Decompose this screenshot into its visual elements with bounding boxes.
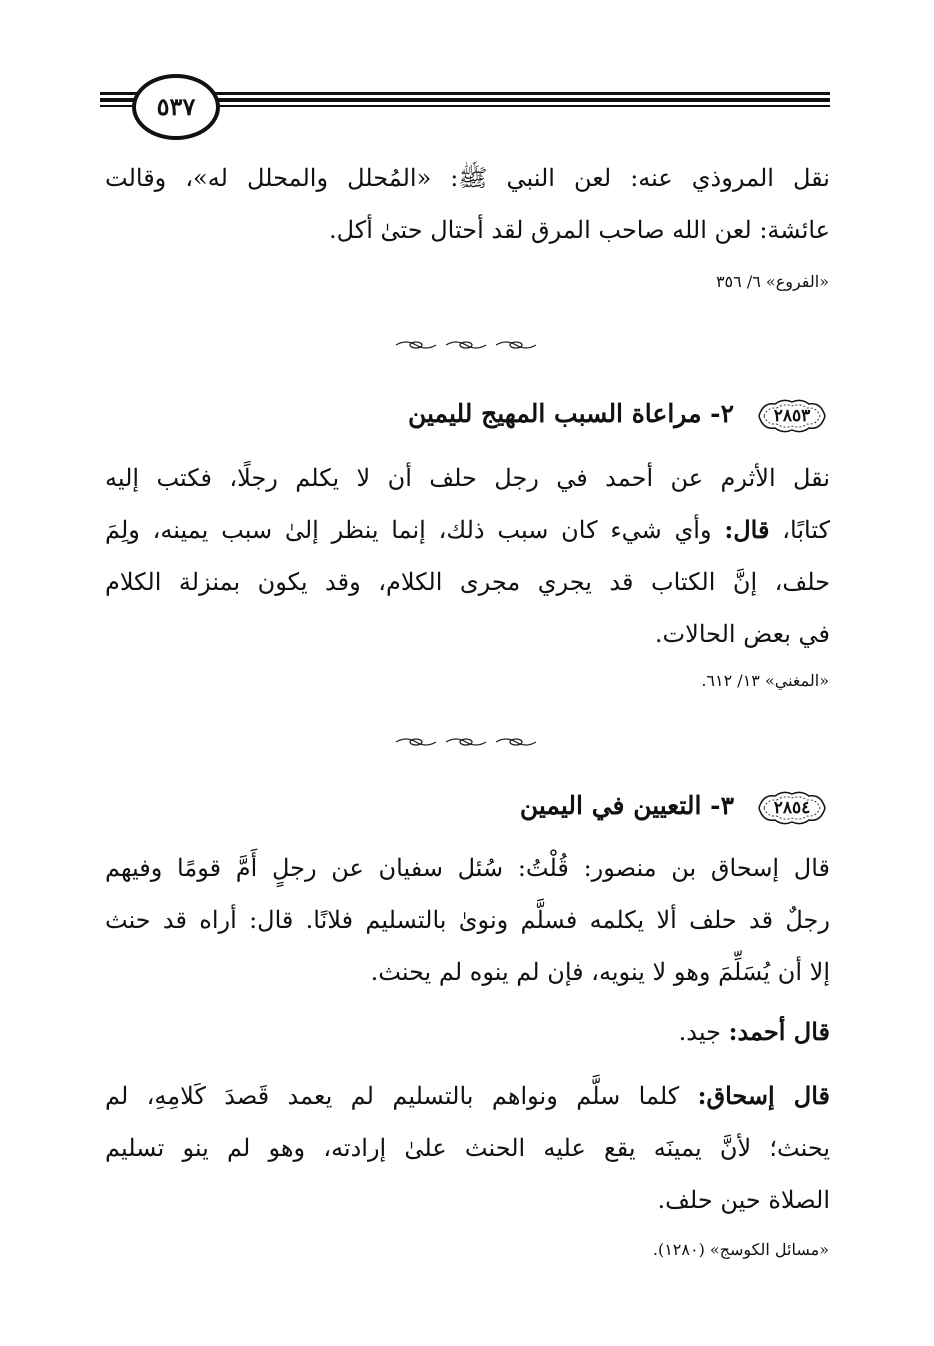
- section2-text: [105, 452, 830, 660]
- section-title: ٢- مراعاة السبب المهيج لليمين: [407, 399, 734, 428]
- section3-para2: [105, 1006, 830, 1058]
- text-line: نقل المروذي عنه: لعن النبي ﷺ: «المُحلل والمحلل له»، وقالت: [105, 164, 830, 192]
- text-line: إلا أن يُسَلِّمَ وهو لا ينويه، فإن لم ينوه لم يحنث.: [370, 958, 830, 986]
- section3-para1: [105, 842, 830, 998]
- source-citation: «الفروع» ٦/ ٣٥٦: [715, 272, 829, 291]
- text-line: [105, 1070, 830, 1122]
- entry-number: ٢٨٥٣: [773, 406, 811, 426]
- entry-number: ٢٨٥٤: [773, 798, 811, 818]
- speaker-label: قال إسحاق:: [697, 1081, 830, 1110]
- page-number: ٥٣٧: [132, 74, 220, 140]
- text-line: كتابًا، قال: وأي شيء كان سبب ذلك، إنما ينظر إلىٰ سبب يمينه، ولِمَ: [105, 515, 830, 544]
- entry-top-text: [105, 152, 830, 256]
- speaker-label: قال أحمد:: [728, 1017, 830, 1046]
- source-citation: «المغني» ١٣/ ٦١٢.: [701, 671, 829, 690]
- speaker-label: قال:: [724, 515, 770, 544]
- text-line: قال إسحاق بن منصور: قُلْتُ: سُئل سفيان عن رجلٍ أَمَّ قومًا وفيهم: [105, 854, 830, 882]
- text-line: نقل الأثرم عن أحمد في رجل حلف أن لا يكلم رجلًا، فكتب إليه: [105, 464, 830, 492]
- text-line: [105, 1006, 830, 1058]
- section-title: ٣- التعيين في اليمين: [519, 791, 734, 820]
- entry-number-badge: [753, 396, 831, 436]
- entry-number-badge: [753, 788, 831, 828]
- text-line: الصلاة حين حلف.: [657, 1186, 830, 1214]
- speaker-text: جيد.: [678, 1018, 729, 1046]
- text-line: رجلٌ قد حلف ألا يكلمه فسلَّم ونوىٰ بالتسليم فلانًا. قال: أراه قد حنث: [105, 906, 830, 934]
- text-line: حلف، إنَّ الكتاب قد يجري مجرى الكلام، وقد يكون بمنزلة الكلام: [105, 568, 830, 596]
- text-line: يحنث؛ لأنَّ يمينَه يقع عليه الحنث علىٰ إرادته، وهو لم ينو تسليم: [105, 1134, 830, 1162]
- text-line: في بعض الحالات.: [654, 620, 830, 648]
- source-citation: «مسائل الكوسج» (١٢٨٠).: [652, 1240, 829, 1259]
- speaker-text: كلما سلَّم ونواهم بالتسليم لم يعمد قَصدَ كَلامِهِ، لم: [105, 1082, 698, 1110]
- ornament-separator: [392, 735, 542, 749]
- text-line: عائشة: لعن الله صاحب المرق لقد أحتال حتىٰ أكل.: [329, 216, 830, 244]
- ornament-separator: [392, 338, 542, 352]
- section3-para3: [105, 1070, 830, 1226]
